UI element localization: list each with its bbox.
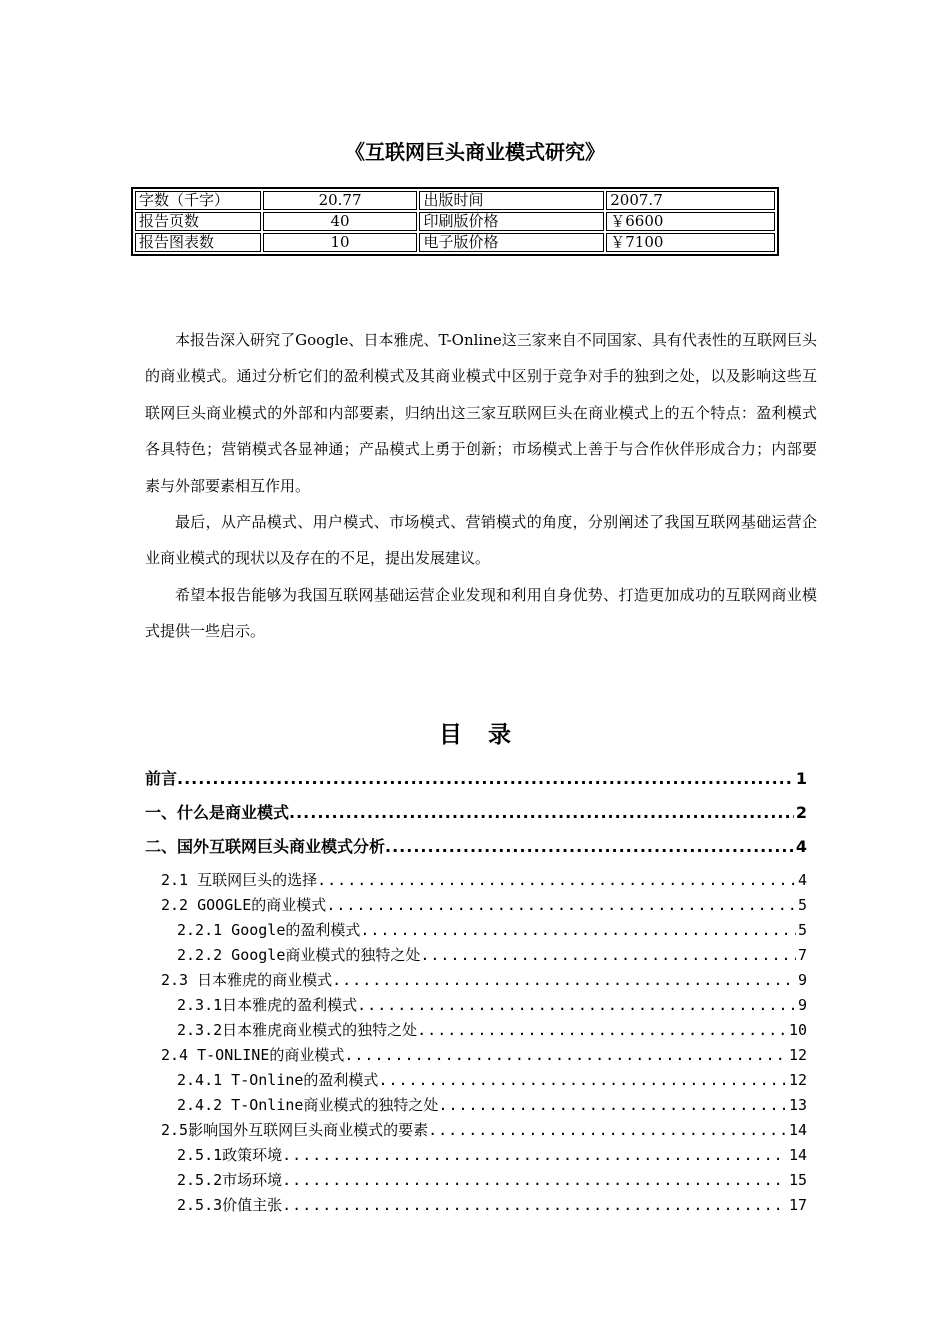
toc-entry-label: 2.5.2市场环境 (177, 1171, 283, 1189)
toc-leader-dots (428, 1118, 787, 1142)
toc-entry-page: 7 (797, 946, 807, 964)
toc-leader-dots (282, 1193, 787, 1217)
table-row (135, 233, 775, 252)
info-label-ebook-price: 电子版价格 (419, 233, 604, 252)
toc-entry-label: 2.4.1 T-Online的盈利模式 (177, 1071, 379, 1089)
toc-entry-page: 12 (788, 1071, 807, 1089)
toc-entry[interactable] (177, 1193, 807, 1218)
toc-entry-label: 2.4 T-ONLINE的商业模式 (161, 1046, 345, 1064)
toc-entry[interactable] (177, 1018, 807, 1043)
info-value-word-count: 20.77 (263, 191, 418, 210)
info-value-print-price: ￥6600 (606, 212, 775, 231)
toc-leader-dots (438, 1093, 787, 1117)
info-label-page-count: 报告页数 (135, 212, 261, 231)
toc-entry[interactable] (161, 1118, 807, 1143)
toc-entry-label: 2.4.2 T-Online商业模式的独特之处 (177, 1096, 439, 1114)
toc-entry-page: 17 (788, 1196, 807, 1214)
toc-entry-label: 一、什么是商业模式 (145, 803, 290, 822)
toc-entry-page: 9 (797, 971, 807, 989)
toc-entry[interactable] (145, 766, 807, 800)
toc-entry[interactable] (161, 868, 807, 893)
table-of-contents (145, 766, 807, 1218)
info-value-chart-count: 10 (263, 233, 418, 252)
toc-leader-dots (357, 993, 796, 1017)
report-info-table (131, 187, 779, 256)
toc-entry-page: 12 (788, 1046, 807, 1064)
toc-leader-dots (282, 1143, 787, 1167)
toc-heading: 目录 (439, 722, 537, 748)
toc-entry-page: 5 (797, 896, 807, 914)
toc-entry-page: 4 (797, 871, 807, 889)
toc-entry-label: 前言 (145, 769, 178, 788)
toc-entry-label: 2.3.1日本雅虎的盈利模式 (177, 996, 358, 1014)
toc-entry-label: 2.2.2 Google商业模式的独特之处 (177, 946, 421, 964)
toc-entry[interactable] (177, 1068, 807, 1093)
toc-entry-page: 14 (788, 1146, 807, 1164)
abstract-paragraph: 最后，从产品模式、用户模式、市场模式、营销模式的角度，分别阐述了我国互联网基础运营企业商业模式的现状以及存在的不足，提出发展建议。 (145, 513, 817, 568)
toc-leader-dots (332, 968, 796, 992)
toc-entry[interactable] (161, 968, 807, 993)
toc-entry[interactable] (177, 1093, 807, 1118)
toc-entry-label: 2.3 日本雅虎的商业模式 (161, 971, 333, 989)
toc-entry-page: 15 (788, 1171, 807, 1189)
toc-entry-page: 2 (795, 803, 807, 822)
info-value-publish-date: 2007.7 (606, 191, 775, 210)
toc-entry[interactable] (177, 993, 807, 1018)
toc-entry[interactable] (177, 943, 807, 968)
toc-entry[interactable] (161, 893, 807, 918)
toc-leader-dots (289, 800, 794, 826)
info-label-print-price: 印刷版价格 (419, 212, 604, 231)
toc-entry[interactable] (161, 1043, 807, 1068)
toc-entry-label: 2.5.1政策环境 (177, 1146, 283, 1164)
info-value-ebook-price: ￥7100 (606, 233, 775, 252)
toc-entry-page: 10 (788, 1021, 807, 1039)
toc-entry-page: 14 (788, 1121, 807, 1139)
toc-entry-page: 4 (795, 837, 807, 856)
toc-entry-label: 2.2.1 Google的盈利模式 (177, 921, 361, 939)
toc-entry[interactable] (145, 834, 807, 868)
report-title: 《互联网巨头商业模式研究》 (345, 140, 605, 164)
toc-entry-label: 2.5.3价值主张 (177, 1196, 283, 1214)
toc-entry-page: 13 (788, 1096, 807, 1114)
toc-leader-dots (385, 834, 794, 860)
toc-leader-dots (360, 918, 796, 942)
info-label-chart-count: 报告图表数 (135, 233, 261, 252)
abstract-paragraph: 本报告深入研究了Google、日本雅虎、T-Online这三家来自不同国家、具有代表性的互联网巨头的商业模式。通过分析它们的盈利模式及其商业模式中区别于竞争对手的独到之处，以及影响这些互联网巨头商业模式的外部和内部要素，归纳出这三家互联网巨头在商业模式上的五个特点：盈利模式各具特色；营销模式各显神通；产品模式上勇于创新；市场模式上善于与合作伙伴形成合力；内部要素与外部要素相互作用。 (145, 331, 817, 495)
toc-entry-label: 2.1 互联网巨头的选择 (161, 871, 318, 889)
toc-leader-dots (317, 868, 796, 892)
toc-entry-label: 二、国外互联网巨头商业模式分析 (145, 837, 386, 856)
toc-entry[interactable] (177, 918, 807, 943)
toc-entry-page: 9 (797, 996, 807, 1014)
toc-entry[interactable] (145, 800, 807, 834)
toc-leader-dots (378, 1068, 787, 1092)
toc-leader-dots (420, 943, 796, 967)
abstract (145, 322, 817, 650)
abstract-paragraph: 希望本报告能够为我国互联网基础运营企业发现和利用自身优势、打造更加成功的互联网商业模式提供一些启示。 (145, 585, 817, 641)
info-label-publish-date: 出版时间 (419, 191, 604, 210)
toc-entry-label: 2.5影响国外互联网巨头商业模式的要素 (161, 1121, 429, 1139)
toc-entry-label: 2.2 GOOGLE的商业模式 (161, 896, 327, 914)
toc-entry[interactable] (177, 1168, 807, 1193)
toc-entry[interactable] (177, 1143, 807, 1168)
toc-leader-dots (177, 766, 794, 792)
toc-leader-dots (282, 1168, 787, 1192)
table-row (135, 191, 775, 210)
info-label-word-count: 字数（千字） (135, 191, 261, 210)
toc-entry-page: 1 (795, 769, 807, 788)
table-row (135, 212, 775, 231)
info-value-page-count: 40 (263, 212, 418, 231)
toc-leader-dots (344, 1043, 787, 1067)
toc-leader-dots (417, 1018, 787, 1042)
toc-leader-dots (326, 893, 796, 917)
toc-entry-page: 5 (797, 921, 807, 939)
toc-entry-label: 2.3.2日本雅虎商业模式的独特之处 (177, 1021, 418, 1039)
